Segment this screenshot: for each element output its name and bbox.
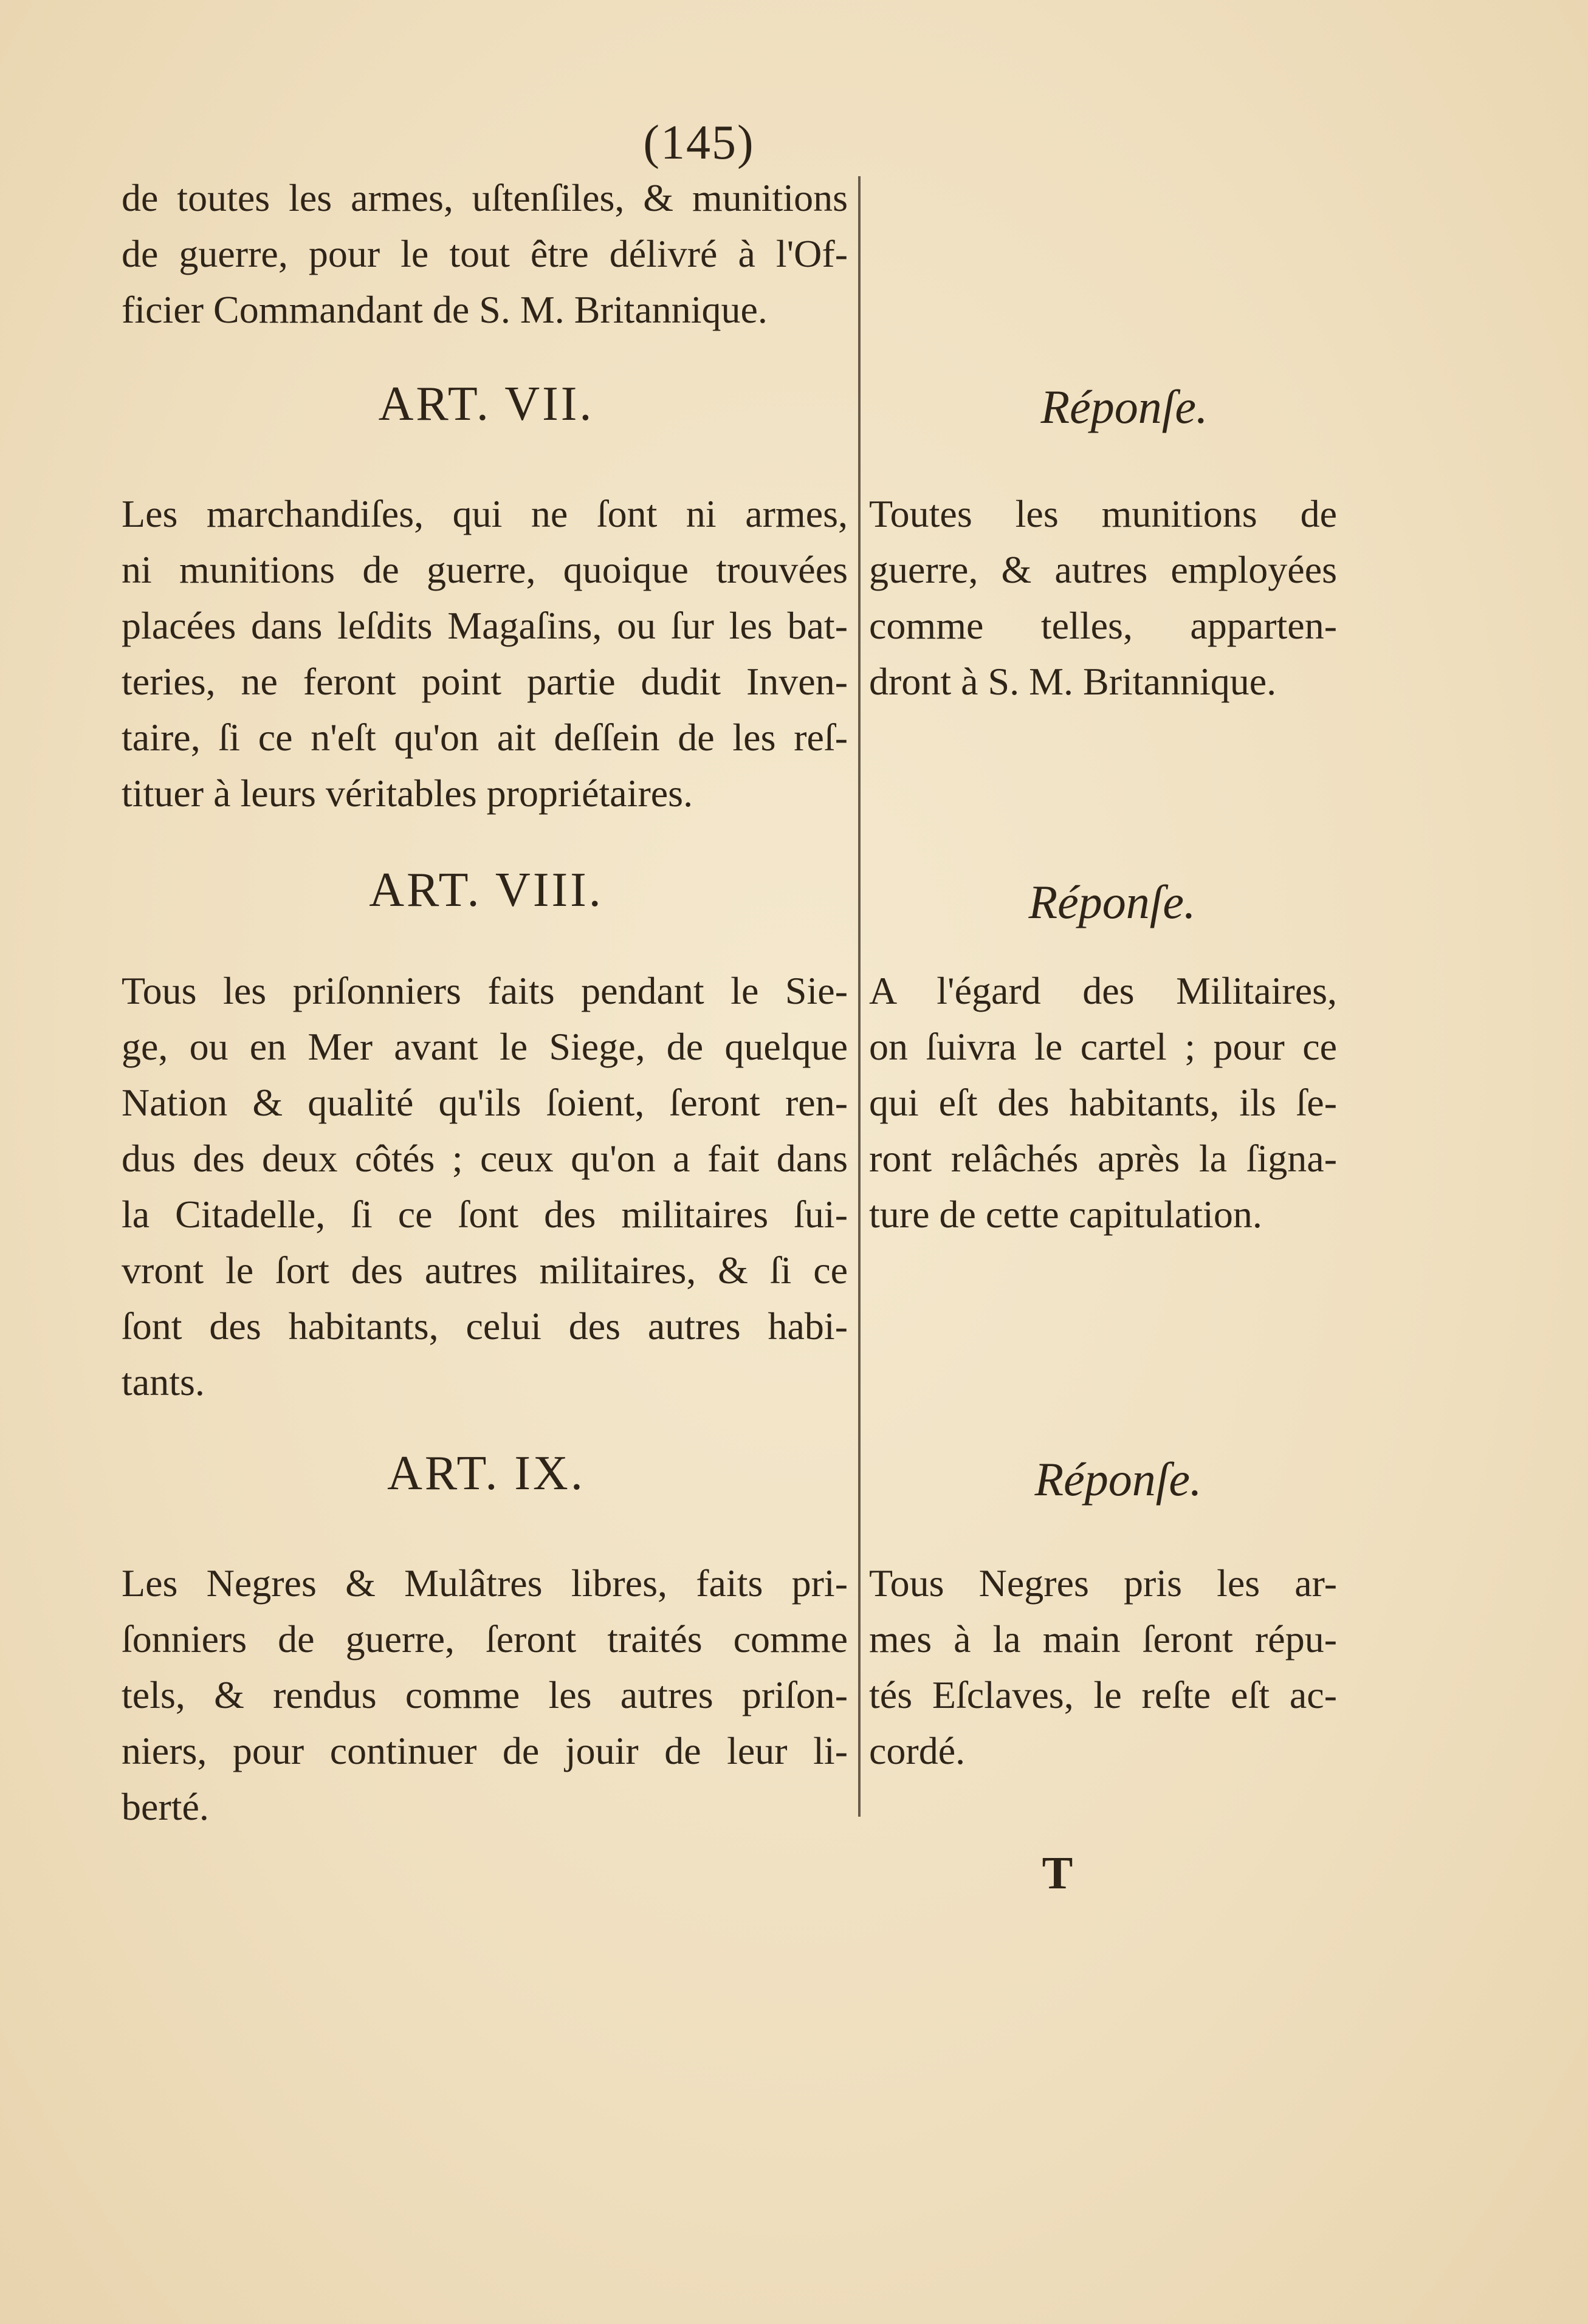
article-line: vront le ſort des autres militaires, & ſi ce bbox=[122, 1249, 848, 1292]
article-line: ge, ou en Mer avant le Siege, de quelque bbox=[122, 1025, 848, 1068]
article-line: niers, pour continuer de jouir de leur li- bbox=[122, 1729, 848, 1772]
article-line: berté. bbox=[122, 1785, 209, 1828]
column-divider bbox=[858, 176, 861, 1817]
reponse-line: Tous Negres pris les ar- bbox=[869, 1561, 1337, 1605]
reponse-line: mes à la main ſeront répu- bbox=[869, 1617, 1337, 1661]
article-line: placées dans leſdits Magaſins, ou ſur les bat- bbox=[122, 604, 848, 647]
article-line: tels, & rendus comme les autres priſon- bbox=[122, 1673, 848, 1716]
reponse-text bbox=[869, 963, 1337, 1243]
reponse-line: A l'égard des Militaires, bbox=[869, 969, 1337, 1012]
article-line: Tous les priſonniers faits pendant le Sie- bbox=[122, 969, 848, 1012]
intro-line: ficier Commandant de S. M. Britannique. bbox=[122, 288, 768, 331]
reponse-line: qui eſt des habitants, ils ſe- bbox=[869, 1081, 1337, 1124]
intro-line: de toutes les armes, uſtenſiles, & munitions bbox=[122, 176, 848, 219]
reponse-line: comme telles, apparten- bbox=[869, 604, 1337, 647]
article-line: ſonniers de guerre, ſeront traités comme bbox=[122, 1617, 848, 1661]
reponse-text bbox=[869, 1555, 1337, 1779]
intro-line: de guerre, pour le tout être délivré à l'Of- bbox=[122, 232, 848, 275]
article-line: ſont des habitants, celui des autres habi- bbox=[122, 1304, 848, 1348]
article-line: tituer à leurs véritables propriétaires. bbox=[122, 772, 693, 815]
reponse-line: cordé. bbox=[869, 1729, 966, 1772]
article-line: Les Negres & Mulâtres libres, faits pri- bbox=[122, 1561, 848, 1605]
reponse-line: ront relâchés après la ſigna- bbox=[869, 1137, 1337, 1180]
article-line: dus des deux côtés ; ceux qu'on a fait dans bbox=[122, 1137, 848, 1180]
article-line: Les marchandiſes, qui ne ſont ni armes, bbox=[122, 492, 848, 535]
article-line: taire, ſi ce n'eſt qu'on ait deſſein de les reſ- bbox=[122, 716, 848, 759]
reponse-label: Réponſe. bbox=[1040, 380, 1208, 433]
article-line: Nation & qualité qu'ils ſoient, ſeront ren- bbox=[122, 1081, 848, 1124]
article-line: tants. bbox=[122, 1360, 205, 1404]
reponse-line: on ſuivra le cartel ; pour ce bbox=[869, 1025, 1337, 1068]
intro-paragraph bbox=[122, 170, 848, 338]
reponse-line: tés Eſclaves, le reſte eſt ac- bbox=[869, 1673, 1337, 1716]
article-line: ni munitions de guerre, quoique trouvées bbox=[122, 548, 848, 591]
reponse-line: ture de cette capitulation. bbox=[869, 1193, 1262, 1236]
article-text bbox=[122, 1555, 848, 1835]
signature-mark: T bbox=[1042, 1848, 1073, 1899]
reponse-line: dront à S. M. Britannique. bbox=[869, 660, 1277, 703]
article-line: teries, ne feront point partie dudit Inven- bbox=[122, 660, 848, 703]
article-heading: ART. VIII. bbox=[369, 863, 603, 917]
article-heading: ART. VII. bbox=[378, 377, 594, 431]
reponse-line: Toutes les munitions de bbox=[869, 492, 1337, 535]
page-number: (145) bbox=[643, 116, 755, 170]
reponse-line: guerre, & autres employées bbox=[869, 548, 1337, 591]
article-heading: ART. IX. bbox=[387, 1447, 585, 1500]
reponse-label: Réponſe. bbox=[1034, 1453, 1202, 1506]
article-text bbox=[122, 486, 848, 821]
reponse-label: Réponſe. bbox=[1028, 876, 1196, 928]
article-text bbox=[122, 963, 848, 1410]
article-line: la Citadelle, ſi ce ſont des militaires ſui- bbox=[122, 1193, 848, 1236]
reponse-text bbox=[869, 486, 1337, 710]
